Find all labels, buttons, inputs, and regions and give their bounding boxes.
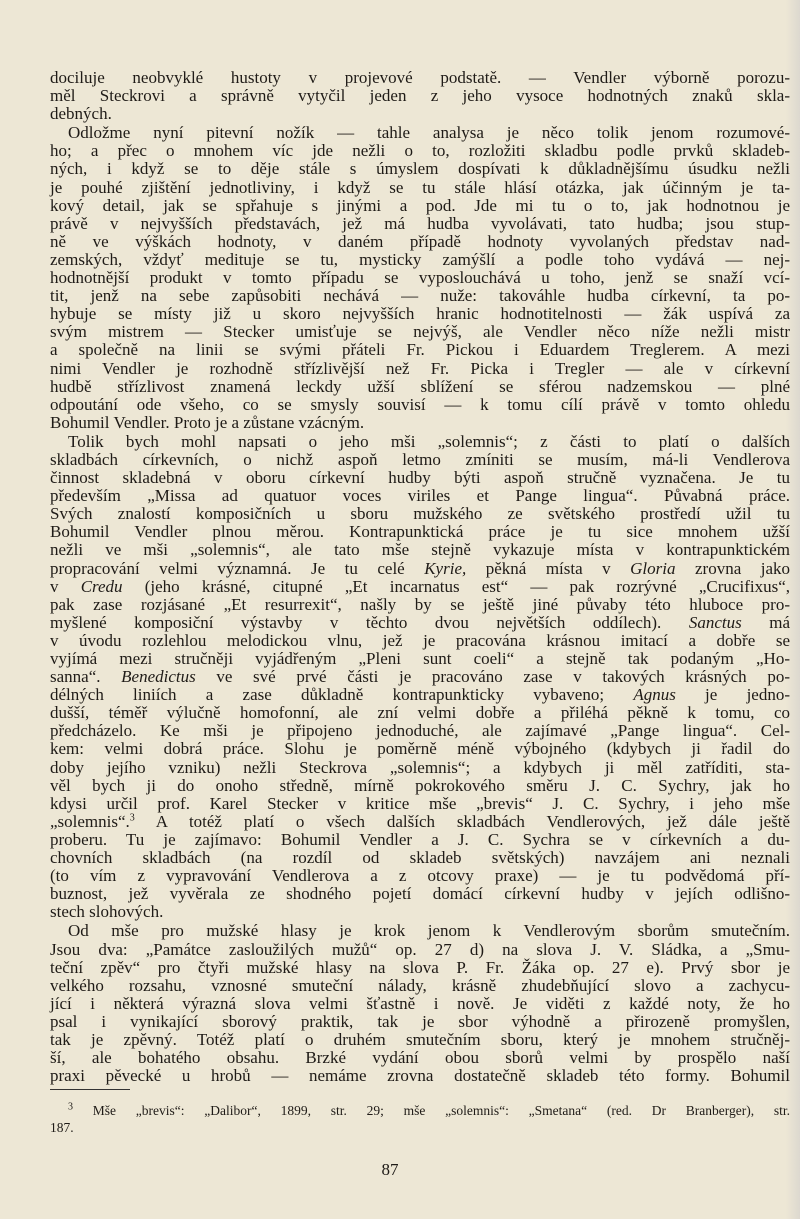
text-line (50, 215, 790, 233)
text-line (50, 849, 790, 867)
text-run: chovních skladbách (na rozdíl od skladeb světských) navzájem ani neznali (50, 848, 790, 868)
text-line (50, 69, 790, 87)
text-run: ve své prvé části je pracováno zase v takových krásných po- (195, 667, 790, 687)
text-run: hodnotnější produkt v tomto případu se vyposlouchává u toho, jenž se snaží vcí- (50, 268, 790, 288)
text-run: ší, ale bohatého obsahu. Brzké vydání obou sborů velmi by prospělo naší (50, 1048, 790, 1068)
text-line (50, 323, 790, 341)
text-run: „solemnis“. (50, 811, 130, 831)
text-run: nežli ve mši „solemnis“, ale tato mše stejně vykazuje místa v kontrapunktickém (50, 540, 790, 560)
text-line (50, 740, 790, 758)
text-line (50, 233, 790, 251)
text-run: vyjímá mezi stručněji vyjádřeným „Pleni sunt coeli“ a stejně tak podaným „Ho- (50, 649, 790, 668)
text-run: jící i některá výrazná slova velmi šťastně i nově. Je viděti z každé noty, že ho (50, 993, 790, 1013)
text-line (50, 1049, 790, 1067)
text-run: tit, jenž na sebe zapůsobiti nechává — nuže: takováhle hudba církevní, ta po- (50, 286, 790, 306)
text-line (50, 1067, 790, 1085)
text-line (50, 777, 790, 795)
text-run: Od mše pro mužské hlasy je krok jenom k Vendlerovým sborům smutečním. (68, 921, 790, 941)
text-line (50, 378, 790, 396)
text-line (50, 269, 790, 287)
text-line (50, 632, 790, 650)
text-line (50, 160, 790, 178)
text-line (50, 360, 790, 378)
text-run: předcházelo. Ke mši je připojeno jednoduché, ale zajímavé „Pange lingua“. Cel- (50, 721, 790, 741)
text-line (50, 922, 790, 940)
text-run: především „Missa ad quatuor voces viriles et Pange lingua“. Půvabná práce. (50, 486, 790, 506)
text-line (50, 614, 790, 632)
text-run: hybuje se místy již u skoro nejvyšších hranic hodnotitelnosti — žák uspívá za (50, 304, 790, 324)
text-run: zemských, vždyť medituje se tu, mysticky zamýšlí a podle toho vydává — nej- (50, 249, 790, 269)
footnote-line (50, 1102, 790, 1119)
text-run: pak zase rozjásané „Et resurrexit“, našly by se ještě jiné půvaby této hluboce pro- (50, 594, 790, 614)
text-run: stech slohových. (50, 902, 164, 922)
italic-title: Credu (80, 576, 123, 596)
text-line (50, 722, 790, 740)
text-line (50, 1031, 790, 1049)
text-run: činnost skladebná v oboru církevní hudby býti aspoň stručně vyznačena. Je tu (50, 468, 790, 488)
text-line (50, 759, 790, 777)
page-number: 87 (381, 1160, 399, 1179)
text-run: psal i vynikající sborový praktik, tak je sbor výhodně a přirozeně promyšlen, (50, 1011, 790, 1031)
text-line (50, 831, 790, 849)
text-run: pěkná místa v (466, 558, 631, 578)
text-run: svým mistrem — Stecker umisťuje se nejvýš, ale Vendler něco níže nežli mistr (50, 322, 790, 342)
text-run: skladbách církevních, o nichž aspoň letmo zmíniti se musím, má-li Vendlerova (50, 449, 790, 469)
text-line (50, 305, 790, 323)
text-line (50, 867, 790, 885)
text-run: myšlené komposiční výstavby v těchto dvou největších oddílech). (50, 612, 689, 632)
text-line (50, 560, 790, 578)
text-line (50, 451, 790, 469)
text-run: (to vím z vypravování Vendlerova a z otcovy praxe) — je tu podvědomá pří- (50, 866, 790, 886)
text-run: kový detail, jak se spřahuje s jinými a pod. Jde mi tu o to, jak hodnotnou je (50, 195, 790, 215)
text-line (50, 414, 790, 432)
text-run: délných liniích a zase důkladně kontrapunkticky vybaveno; (50, 685, 634, 705)
text-run: měl Steckrovi a správně vytyčil jeden z jeho vysoce hodnotných znaků skla- (50, 86, 790, 106)
footnote-line (50, 1119, 790, 1136)
text-run: praxi pěvecké u hrobů — nemáme zrovna dostatečně skladeb této formy. Bohumil (50, 1066, 790, 1086)
italic-title: Gloria (630, 558, 676, 578)
text-run: buznost, jež vyvěrala ze shodného pojetí domácí církevní hudby v jejích odlišno- (50, 884, 790, 904)
text-line (50, 197, 790, 215)
text-line (50, 1013, 790, 1031)
italic-title: Sanctus (688, 612, 742, 632)
text-line (50, 87, 790, 105)
text-run: zrovna jako (675, 558, 791, 578)
text-run: v (50, 576, 81, 596)
text-run: Mše „brevis“: „Dalibor“, 1899, str. 29; mše „solemnis“: „Smetana“ (red. Dr Branberger), str. (73, 1103, 790, 1118)
text-line (50, 686, 790, 704)
text-run: v úvodu rozlehlou melodickou vlnu, jež je pracována krásnou imitací a dobře se (50, 630, 790, 650)
text-run: a společně na linii se svými přáteli Fr. Pickou i Eduardem Treglerem. A mezi (50, 340, 790, 360)
text-line (50, 487, 790, 505)
text-run: je jedno- (675, 685, 790, 705)
text-run: tak je zpěvný. Totéž platí o druhém smutečním sboru, který je mnohem stručněj- (50, 1029, 790, 1049)
text-run: sanna“. (50, 667, 122, 687)
paragraph (50, 922, 790, 1085)
text-line (50, 903, 790, 921)
text-line (50, 396, 790, 414)
text-run: má (741, 612, 790, 632)
text-run: velkého rozsahu, vznosné smuteční nálady, krásně zhudebňující slovo a zachycu- (50, 975, 790, 995)
text-line (50, 179, 790, 197)
text-line (50, 523, 790, 541)
paragraph (50, 433, 790, 922)
text-run: Odložme nyní pitevní nožík — tahle analysa je něco tolik jenom rozumové- (68, 123, 790, 143)
text-line (50, 469, 790, 487)
text-line (50, 977, 790, 995)
italic-title: Benedictus (121, 667, 196, 687)
text-run: (jeho krásné, citupné „Et incarnatus est“ — pak rozrývné „Crucifixus“, (122, 576, 790, 596)
italic-title: Agnus (633, 685, 676, 705)
text-line (50, 995, 790, 1013)
text-run: dociluje neobvyklé hustoty v projevové podstatě. — Vendler výborně porozu- (50, 68, 790, 87)
footnote-divider (50, 1089, 130, 1090)
text-run: dušší, téměř výlučně homofonní, ale zní velmi dobře a přiléhá pěkně k tomu, co (50, 703, 790, 723)
text-line (50, 650, 790, 668)
text-run: právě v nejvyšších představách, jež má hudba vyvolávati, tato hudba; jsou stup- (50, 213, 790, 233)
text-run: kdysi určil prof. Karel Stecker v kritice mše „brevis“ J. C. Sychry, i jeho mše (50, 793, 790, 813)
text-line (50, 287, 790, 305)
text-line (50, 433, 790, 451)
text-run: ho; a přec o mnohem víc jde nežli o to, rozložiti skladbu podle prvků skladeb- (50, 141, 790, 161)
text-line (50, 578, 790, 596)
text-line (50, 596, 790, 614)
text-run: 187. (50, 1120, 74, 1135)
text-line (50, 251, 790, 269)
text-line (50, 813, 790, 831)
text-line (50, 505, 790, 523)
text-run: Svých znalostí komposičních u sboru mužského ze světského prostředí užil tu (50, 504, 790, 524)
paragraph (50, 69, 790, 123)
text-line (50, 142, 790, 160)
text-line (50, 885, 790, 903)
footnote (50, 1102, 790, 1136)
text-run: je pouhé zjištění jednotliviny, i když se tu stále hlásí otázka, jak účinným je ta- (50, 177, 790, 197)
footnote-marker: 3 (129, 812, 135, 824)
text-line (50, 959, 790, 977)
text-run: teční zpěv“ pro čtyři mužské hlasy na slova P. Fr. Žáka op. 27 e). Prvý sbor je (50, 957, 790, 977)
text-run: debných. (50, 104, 112, 124)
text-run: Bohumil Vendler. Proto je a zůstane vzácným. (50, 412, 365, 432)
body-text (50, 69, 790, 1086)
text-run: A totéž platí o všech dalších skladbách Vendlerových, jež dále ještě (134, 811, 790, 831)
text-run: propracování velmi významná. Je tu celé (50, 558, 425, 578)
text-line (50, 541, 790, 559)
text-line (50, 341, 790, 359)
text-line (50, 704, 790, 722)
text-line (50, 941, 790, 959)
text-run: Jsou dva: „Památce zasloužilých mužů“ op. 27 d) na slova J. V. Sládka, a „Smu- (50, 939, 790, 959)
text-run: Tolik bych mohl napsati o jeho mši „solemnis“; z části to platí o dalších (68, 431, 790, 451)
italic-title: Kyrie, (424, 558, 467, 578)
text-line (50, 795, 790, 813)
text-run: Bohumil Vendler plnou měrou. Kontrapunktická práce je tu sice mnohem užší (50, 522, 790, 542)
text-run: věl bych ji do onoho středně, mírně pokrokového směru J. C. Sychry, jak ho (50, 775, 790, 795)
footnote-marker: 3 (68, 1101, 73, 1113)
paragraph (50, 124, 790, 432)
text-line (50, 124, 790, 142)
text-line (50, 668, 790, 686)
text-run: odpoutání ode všeho, co se smysly souvisí — k tomu cílí právě v tomto ohledu (50, 394, 790, 414)
text-run: hudbě střízlivost znamená leckdy užší sblížení se sférou nadzemskou — plné (50, 376, 790, 396)
text-run: doby jejího vzniku) nežli Steckrova „solemnis“; a kdybych ji měl zatříditi, sta- (50, 757, 790, 777)
text-run: ně ve výškách hodnoty, v daném případě hodnoty vyvolaných představ nad- (50, 231, 790, 251)
text-run: nimi Vendler je rozhodně střízlivější než Fr. Picka i Tregler — ale v církevní (50, 358, 790, 378)
text-run: ných, i když se to děje stále s úmyslem dospívati k důkladnějšímu úsudku nežli (50, 159, 790, 179)
text-line (50, 105, 790, 123)
text-run: kem: velmi dobrá práce. Slohu je poměrně méně výbojného (kdybych ji řadil do (50, 739, 790, 759)
text-run: proberu. Tu je zajímavo: Bohumil Vendler a J. C. Sychra se v církevních a du- (50, 829, 790, 849)
